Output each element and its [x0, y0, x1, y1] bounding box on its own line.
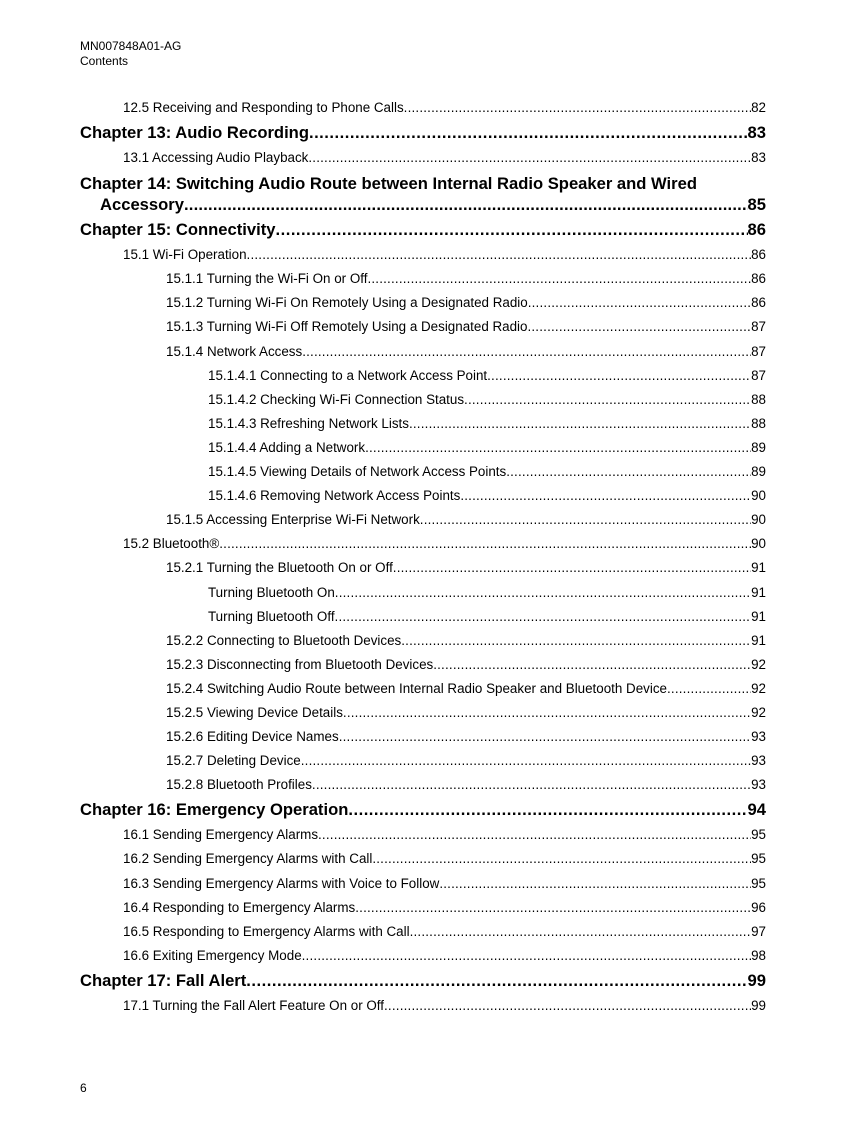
toc-entry-13-1[interactable]: 13.1 Accessing Audio Playback ..... 83	[80, 146, 766, 170]
toc-chapter-13[interactable]: Chapter 13: Audio Recording ..... 83	[80, 120, 766, 146]
toc-entry-15-1-4-5[interactable]: 15.1.4.5 Viewing Details of Network Access Points ..... 89	[80, 460, 766, 484]
toc-page-number: 86	[751, 247, 766, 263]
toc-entry-15-1-4-1[interactable]: 15.1.4.1 Connecting to a Network Access Point ..... 87	[80, 364, 766, 388]
toc-page-number: 89	[751, 439, 766, 455]
dot-leader	[348, 797, 747, 823]
toc-entry-16-6[interactable]: 16.6 Exiting Emergency Mode ..... 98	[80, 944, 766, 968]
toc-entry-15-1-5[interactable]: 15.1.5 Accessing Enterprise Wi-Fi Network ..... 90	[80, 508, 766, 532]
dot-leader	[667, 677, 751, 701]
toc-page-number: 86	[747, 220, 766, 240]
dot-leader	[464, 388, 751, 412]
toc-entry-15-2-3[interactable]: 15.2.3 Disconnecting from Bluetooth Devices ..... 92	[80, 653, 766, 677]
toc-chapter-17[interactable]: Chapter 17: Fall Alert ..... 99	[80, 968, 766, 994]
page-number: 6	[80, 1081, 87, 1095]
dot-leader	[275, 217, 747, 243]
toc-entry-15-1-4-4[interactable]: 15.1.4.4 Adding a Network ..... 89	[80, 436, 766, 460]
toc-page-number: 89	[751, 464, 766, 480]
dot-leader	[367, 267, 751, 291]
toc-entry-16-3[interactable]: 16.3 Sending Emergency Alarms with Voice to Follow ..... 95	[80, 872, 766, 896]
toc-entry-15-2-4[interactable]: 15.2.4 Switching Audio Route between Internal Radio Speaker and Bluetooth Device ..... 92	[80, 677, 766, 701]
toc-page-number: 87	[751, 367, 766, 383]
toc-page-number: 97	[751, 923, 766, 939]
toc-page-number: 99	[751, 997, 766, 1013]
toc-entry-15-2-5[interactable]: 15.2.5 Viewing Device Details ..... 92	[80, 701, 766, 725]
toc-page-number: 90	[751, 512, 766, 528]
dot-leader	[339, 725, 751, 749]
dot-leader	[420, 508, 751, 532]
toc-page-number: 96	[751, 899, 766, 915]
toc-entry-16-5[interactable]: 16.5 Responding to Emergency Alarms with Call ..... 97	[80, 920, 766, 944]
toc-page-number: 92	[751, 656, 766, 672]
toc-entry-15-1-2[interactable]: 15.1.2 Turning Wi-Fi On Remotely Using a Designated Radio ..... 86	[80, 291, 766, 315]
toc-entry-16-1[interactable]: 16.1 Sending Emergency Alarms ..... 95	[80, 823, 766, 847]
dot-leader	[410, 920, 752, 944]
toc-page-number: 83	[751, 150, 766, 166]
toc-entry-16-2[interactable]: 16.2 Sending Emergency Alarms with Call ..... 95	[80, 847, 766, 871]
dot-leader	[365, 436, 751, 460]
dot-leader	[404, 96, 751, 120]
running-header	[80, 39, 181, 69]
toc-entry-15-2[interactable]: 15.2 Bluetooth® ..... 90	[80, 532, 766, 556]
toc-entry-15-1-4-3[interactable]: 15.1.4.3 Refreshing Network Lists ..... 88	[80, 412, 766, 436]
dot-leader	[439, 872, 751, 896]
toc-chapter-14[interactable]	[80, 173, 766, 215]
toc-entry-15-2-2[interactable]: 15.2.2 Connecting to Bluetooth Devices ..... 91	[80, 629, 766, 653]
toc-page-number: 99	[747, 970, 766, 990]
dot-leader	[487, 364, 751, 388]
toc-page-number: 91	[751, 608, 766, 624]
toc-page-number: 98	[751, 947, 766, 963]
dot-leader	[384, 994, 751, 1018]
dot-leader	[393, 556, 751, 580]
dot-leader	[184, 194, 748, 215]
toc-entry-15-1-3[interactable]: 15.1.3 Turning Wi-Fi Off Remotely Using a Designated Radio ..... 87	[80, 315, 766, 339]
toc-page-number: 93	[751, 777, 766, 793]
header-section-name: Contents	[80, 54, 129, 68]
toc-entry-15-2-8[interactable]: 15.2.8 Bluetooth Profiles ..... 93	[80, 773, 766, 797]
toc-entry-15-1-4-6[interactable]: 15.1.4.6 Removing Network Access Points ..... 90	[80, 484, 766, 508]
toc-page-number: 88	[751, 391, 766, 407]
toc-chapter-14-title-line1: Chapter 14: Switching Audio Route between Internal Radio Speaker and Wired	[80, 174, 697, 194]
dot-leader	[460, 484, 751, 508]
toc-chapter-15[interactable]: Chapter 15: Connectivity ..... 86	[80, 217, 766, 243]
toc-page-number: 87	[751, 319, 766, 335]
dot-leader	[312, 773, 751, 797]
toc-entry-15-1-4-2[interactable]: 15.1.4.2 Checking Wi-Fi Connection Status ..... 88	[80, 388, 766, 412]
toc-entry-15-2-6[interactable]: 15.2.6 Editing Device Names ..... 93	[80, 725, 766, 749]
toc-page-number: 90	[751, 536, 766, 552]
dot-leader	[372, 847, 751, 871]
dot-leader	[247, 243, 752, 267]
toc-entry-15-1-1[interactable]: 15.1.1 Turning the Wi-Fi On or Off ..... 86	[80, 267, 766, 291]
toc-page-number: 91	[751, 560, 766, 576]
dot-leader	[309, 120, 748, 146]
dot-leader	[335, 581, 751, 605]
toc-page-number: 86	[751, 271, 766, 287]
toc-page-number: 92	[751, 680, 766, 696]
toc-page-number: 94	[747, 800, 766, 820]
dot-leader	[528, 291, 751, 315]
dot-leader	[308, 146, 751, 170]
toc-page-number: 87	[751, 343, 766, 359]
toc-page-number: 91	[751, 632, 766, 648]
toc-page-number: 85	[747, 195, 766, 215]
toc-page-number: 83	[747, 123, 766, 143]
toc-entry-15-2-1[interactable]: 15.2.1 Turning the Bluetooth On or Off ..... 91	[80, 556, 766, 580]
toc-page-number: 95	[751, 875, 766, 891]
dot-leader	[302, 340, 751, 364]
document-id: MN007848A01-AG	[80, 39, 182, 53]
table-of-contents	[80, 96, 766, 1018]
toc-entry-15-1-4[interactable]: 15.1.4 Network Access ..... 87	[80, 340, 766, 364]
dot-leader	[355, 896, 751, 920]
toc-page-number: 95	[751, 851, 766, 867]
toc-entry-12-5[interactable]: 12.5 Receiving and Responding to Phone Calls ..... 82	[80, 96, 766, 120]
dot-leader	[318, 823, 751, 847]
dot-leader	[302, 944, 751, 968]
toc-entry-15-1[interactable]: 15.1 Wi-Fi Operation ..... 86	[80, 243, 766, 267]
toc-page-number: 90	[751, 488, 766, 504]
toc-entry-turning-bluetooth-on[interactable]: Turning Bluetooth On ..... 91	[80, 581, 766, 605]
dot-leader	[506, 460, 751, 484]
dot-leader	[343, 701, 751, 725]
toc-page-number: 93	[751, 753, 766, 769]
toc-page-number: 86	[751, 295, 766, 311]
dot-leader	[219, 532, 751, 556]
toc-page-number: 93	[751, 729, 766, 745]
toc-page-number: 88	[751, 415, 766, 431]
toc-page-number: 91	[751, 584, 766, 600]
toc-entry-17-1[interactable]: 17.1 Turning the Fall Alert Feature On or Off ..... 99	[80, 994, 766, 1018]
toc-entry-16-4[interactable]: 16.4 Responding to Emergency Alarms ..... 96	[80, 896, 766, 920]
dot-leader	[527, 315, 751, 339]
toc-page-number: 82	[751, 100, 766, 115]
dot-leader	[246, 968, 747, 994]
dot-leader	[301, 749, 751, 773]
toc-entry-turning-bluetooth-off[interactable]: Turning Bluetooth Off ..... 91	[80, 605, 766, 629]
toc-page-number: 95	[751, 827, 766, 843]
dot-leader	[335, 605, 752, 629]
dot-leader	[433, 653, 751, 677]
toc-page-number: 92	[751, 704, 766, 720]
toc-chapter-16[interactable]: Chapter 16: Emergency Operation ..... 94	[80, 797, 766, 823]
dot-leader	[409, 412, 751, 436]
toc-chapter-14-title-line2: Accessory	[100, 195, 184, 215]
dot-leader	[401, 629, 751, 653]
toc-entry-15-2-7[interactable]: 15.2.7 Deleting Device ..... 93	[80, 749, 766, 773]
